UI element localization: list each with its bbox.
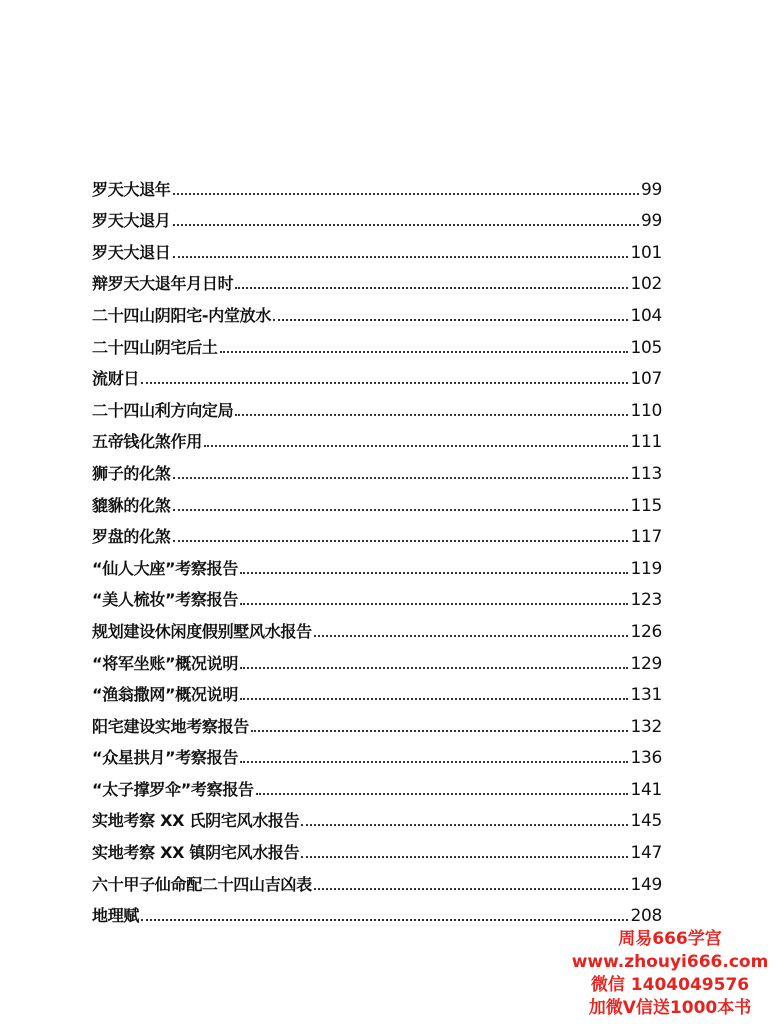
toc-entry xyxy=(92,642,662,674)
toc-entry xyxy=(92,516,662,548)
table-of-contents xyxy=(92,168,662,926)
toc-leader-dots xyxy=(273,319,628,321)
toc-entry xyxy=(92,200,662,232)
toc-entry xyxy=(92,168,662,200)
toc-entry xyxy=(92,737,662,769)
toc-leader-dots xyxy=(235,414,628,416)
toc-entry-page: 126 xyxy=(630,621,662,642)
toc-entry xyxy=(92,421,662,453)
toc-leader-dots xyxy=(235,287,628,289)
toc-entry-page: 145 xyxy=(630,811,662,832)
toc-leader-dots xyxy=(220,351,629,353)
toc-entry-page: 149 xyxy=(630,874,662,895)
toc-entry xyxy=(92,674,662,706)
toc-entry-page: 132 xyxy=(630,716,662,737)
toc-leader-dots xyxy=(314,888,629,890)
toc-entry xyxy=(92,705,662,737)
toc-leader-dots xyxy=(256,793,629,795)
toc-entry-title: 二十四山利方向定局 xyxy=(92,400,234,420)
toc-entry xyxy=(92,263,662,295)
toc-entry-page: 115 xyxy=(630,495,662,516)
toc-leader-dots xyxy=(240,761,628,763)
toc-entry-page: 111 xyxy=(630,432,662,453)
toc-entry-page: 99 xyxy=(640,179,662,200)
toc-entry xyxy=(92,831,662,863)
toc-entry-title: “太子撑罗伞”考察报告 xyxy=(92,779,254,799)
toc-entry-title: 流财日 xyxy=(92,369,140,389)
toc-entry-page: 104 xyxy=(630,305,662,326)
toc-entry-title: 狮子的化煞 xyxy=(92,463,171,483)
toc-entry-title: 实地考察 XX 镇阴宅风水报告 xyxy=(92,843,300,863)
toc-entry-page: 129 xyxy=(630,653,662,674)
toc-entry-page: 131 xyxy=(630,685,662,706)
toc-entry xyxy=(92,863,662,895)
toc-entry xyxy=(92,358,662,390)
toc-entry xyxy=(92,895,662,927)
toc-leader-dots xyxy=(251,730,628,732)
toc-entry-page: 113 xyxy=(630,463,662,484)
toc-leader-dots xyxy=(204,445,629,447)
toc-entry xyxy=(92,484,662,516)
toc-entry-page: 102 xyxy=(630,274,662,295)
toc-entry xyxy=(92,768,662,800)
toc-entry-page: 110 xyxy=(630,400,662,421)
toc-entry-title: “众星拱月”考察报告 xyxy=(92,748,239,768)
watermark-url: www.zhouyi666.com xyxy=(571,952,769,972)
toc-entry-title: “仙人大座”考察报告 xyxy=(92,558,239,578)
watermark xyxy=(570,928,770,1020)
toc-entry xyxy=(92,579,662,611)
watermark-line: 周易666学宫 xyxy=(618,929,722,949)
toc-entry-page: 141 xyxy=(630,779,662,800)
toc-entry xyxy=(92,326,662,358)
toc-leader-dots xyxy=(141,919,628,921)
toc-leader-dots xyxy=(173,509,629,511)
toc-entry-page: 107 xyxy=(630,369,662,390)
toc-entry-title: 罗天大退月 xyxy=(92,211,171,231)
toc-entry-title: 罗天大退日 xyxy=(92,242,171,262)
toc-entry-title: 六十甲子仙命配二十四山吉凶表 xyxy=(92,874,312,894)
toc-entry xyxy=(92,547,662,579)
toc-entry-page: 208 xyxy=(630,906,662,927)
toc-entry-page: 101 xyxy=(630,242,662,263)
toc-entry xyxy=(92,610,662,642)
toc-entry-title: 罗盘的化煞 xyxy=(92,527,171,547)
toc-leader-dots xyxy=(301,856,628,858)
toc-entry-page: 123 xyxy=(630,590,662,611)
toc-entry-title: 二十四山阴宅后土 xyxy=(92,337,218,357)
toc-entry-title: 罗天大退年 xyxy=(92,179,171,199)
toc-entry-page: 117 xyxy=(630,527,662,548)
toc-leader-dots xyxy=(173,224,639,226)
toc-leader-dots xyxy=(173,477,629,479)
toc-entry-title: 地理赋 xyxy=(92,906,140,926)
toc-entry-title: “将军坐账”概况说明 xyxy=(92,653,239,673)
toc-leader-dots xyxy=(173,256,629,258)
toc-entry-title: 规划建设休闲度假别墅风水报告 xyxy=(92,621,312,641)
toc-entry-title: 貔貅的化煞 xyxy=(92,495,171,515)
toc-entry xyxy=(92,452,662,484)
toc-leader-dots xyxy=(240,667,628,669)
toc-leader-dots xyxy=(173,193,639,195)
toc-leader-dots xyxy=(240,698,628,700)
toc-leader-dots xyxy=(141,382,628,384)
toc-entry-page: 119 xyxy=(630,558,662,579)
toc-leader-dots xyxy=(240,572,628,574)
toc-leader-dots xyxy=(173,540,629,542)
watermark-line: 加微V信送1000本书 xyxy=(588,998,752,1018)
toc-entry-title: 二十四山阴阳宅-内堂放水 xyxy=(92,305,272,325)
toc-entry-title: “美人梳妆”考察报告 xyxy=(92,590,239,610)
toc-entry-title: “渔翁撒网”概况说明 xyxy=(92,685,239,705)
toc-entry xyxy=(92,231,662,263)
toc-entry-page: 136 xyxy=(630,748,662,769)
toc-entry-page: 105 xyxy=(630,337,662,358)
toc-entry xyxy=(92,800,662,832)
toc-entry-title: 辩罗天大退年月日时 xyxy=(92,274,234,294)
toc-entry-title: 阳宅建设实地考察报告 xyxy=(92,716,250,736)
toc-leader-dots xyxy=(240,603,628,605)
watermark-line: 微信 1404049576 xyxy=(590,975,750,995)
toc-leader-dots xyxy=(314,635,629,637)
toc-entry-title: 实地考察 XX 氏阴宅风水报告 xyxy=(92,811,300,831)
toc-entry xyxy=(92,294,662,326)
toc-entry-page: 99 xyxy=(640,211,662,232)
toc-entry-title: 五帝钱化煞作用 xyxy=(92,432,202,452)
toc-leader-dots xyxy=(301,824,628,826)
toc-entry xyxy=(92,389,662,421)
toc-entry-page: 147 xyxy=(630,843,662,864)
